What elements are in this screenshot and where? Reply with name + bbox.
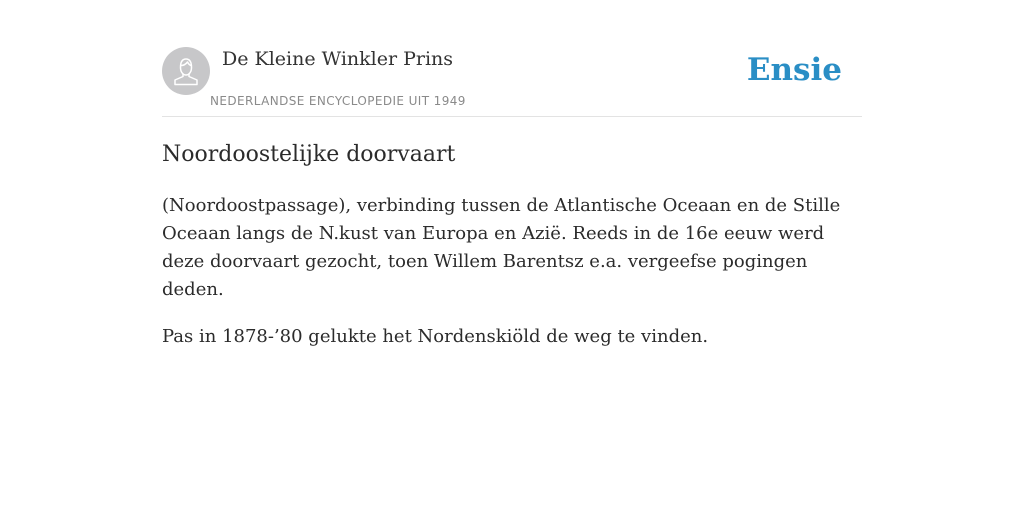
source-title[interactable]: De Kleine Winkler Prins [222, 48, 454, 70]
avatar[interactable] [162, 47, 210, 95]
user-icon [162, 47, 210, 95]
article-title: Noordoostelijke doorvaart [162, 142, 456, 167]
source-header [162, 44, 862, 117]
brand-logo[interactable]: Ensie [746, 52, 842, 88]
source-subtitle: NEDERLANDSE ENCYCLOPEDIE UIT 1949 [210, 94, 466, 108]
article-paragraph: (Noordoostpassage), verbinding tussen de Atlantische Oceaan en de Stille Oceaan langs de N.kust van Europa en Azië. Reeds in de 16e eeuw werd deze doorvaart gezocht, toen Willem Barentsz e.a. vergeefse pogingen deden. [162, 195, 841, 300]
article [162, 140, 862, 351]
article-paragraph: Pas in 1878-’80 gelukte het Nordenskiöld de weg te vinden. [162, 326, 709, 347]
